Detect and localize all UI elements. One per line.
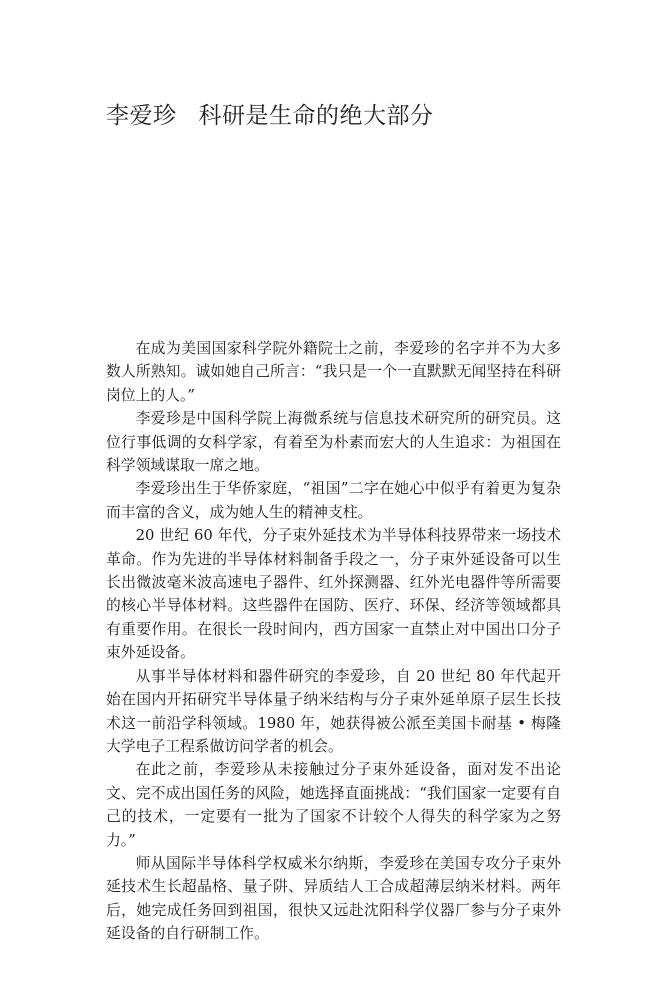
chapter-title [106,97,434,130]
paragraph: 在此之前，李爱珍从未接触过分子束外延设备，面对发不出论文、完不成出国任务的风险，她选择直面挑战：“我们国家一定要有自己的技术，一定要有一批为了国家不计较个人得失的科学家为之努力。” [106,761,561,849]
paragraph: 在成为美国国家科学院外籍院士之前，李爱珍的名字并不为大多数人所熟知。诚如她自己所言：“我只是一个一直默默无闻坚持在科研岗位上的人。” [106,340,561,404]
paragraph: 师从国际半导体科学权威米尔纳斯，李爱珍在美国专攻分子束外延技术生长超晶格、量子阱、异质结人工合成超薄层纳米材料。两年后，她完成任务回到祖国，很快又远赴沈阳科学仪器厂参与分子束外延设备的自行研制工作。 [106,854,561,943]
chapter-subtitle: 科研是生命的绝大部分 [198,103,434,129]
paragraph: 李爱珍出生于华侨家庭，“祖国”二字在她心中似乎有着更为复杂而丰富的含义，成为她人生的精神支柱。 [106,480,561,521]
chapter-body [106,337,561,946]
paragraph: 从事半导体材料和器件研究的李爱珍，自 20 世纪 80 年代起开始在国内开拓研究半导体量子纳米结构与分子束外延单原子层生长技术这一前沿学科领域。1980 年，她获得被公派至美国卡耐基 • 梅隆大学电子工程系做访问学者的机会。 [106,667,561,755]
paragraph: 20 世纪 60 年代，分子束外延技术为半导体科技界带来一场技术革命。作为先进的半导体材料制备手段之一，分子束外延设备可以生长出微波毫米波高速电子器件、红外探测器、红外光电器件等所需要的核心半导体材料。这些器件在国防、医疗、环保、经济等领域都具有重要作用。在很长一段时间内，西方国家一直禁止对中国出口分子束外延设备。 [106,527,561,662]
paragraph: 李爱珍是中国科学院上海微系统与信息技术研究所的研究员。这位行事低调的女科学家，有着至为朴素而宏大的人生追求：为祖国在科学领域谋取一席之地。 [106,410,561,475]
chapter-person-name: 李爱珍 [106,103,177,129]
